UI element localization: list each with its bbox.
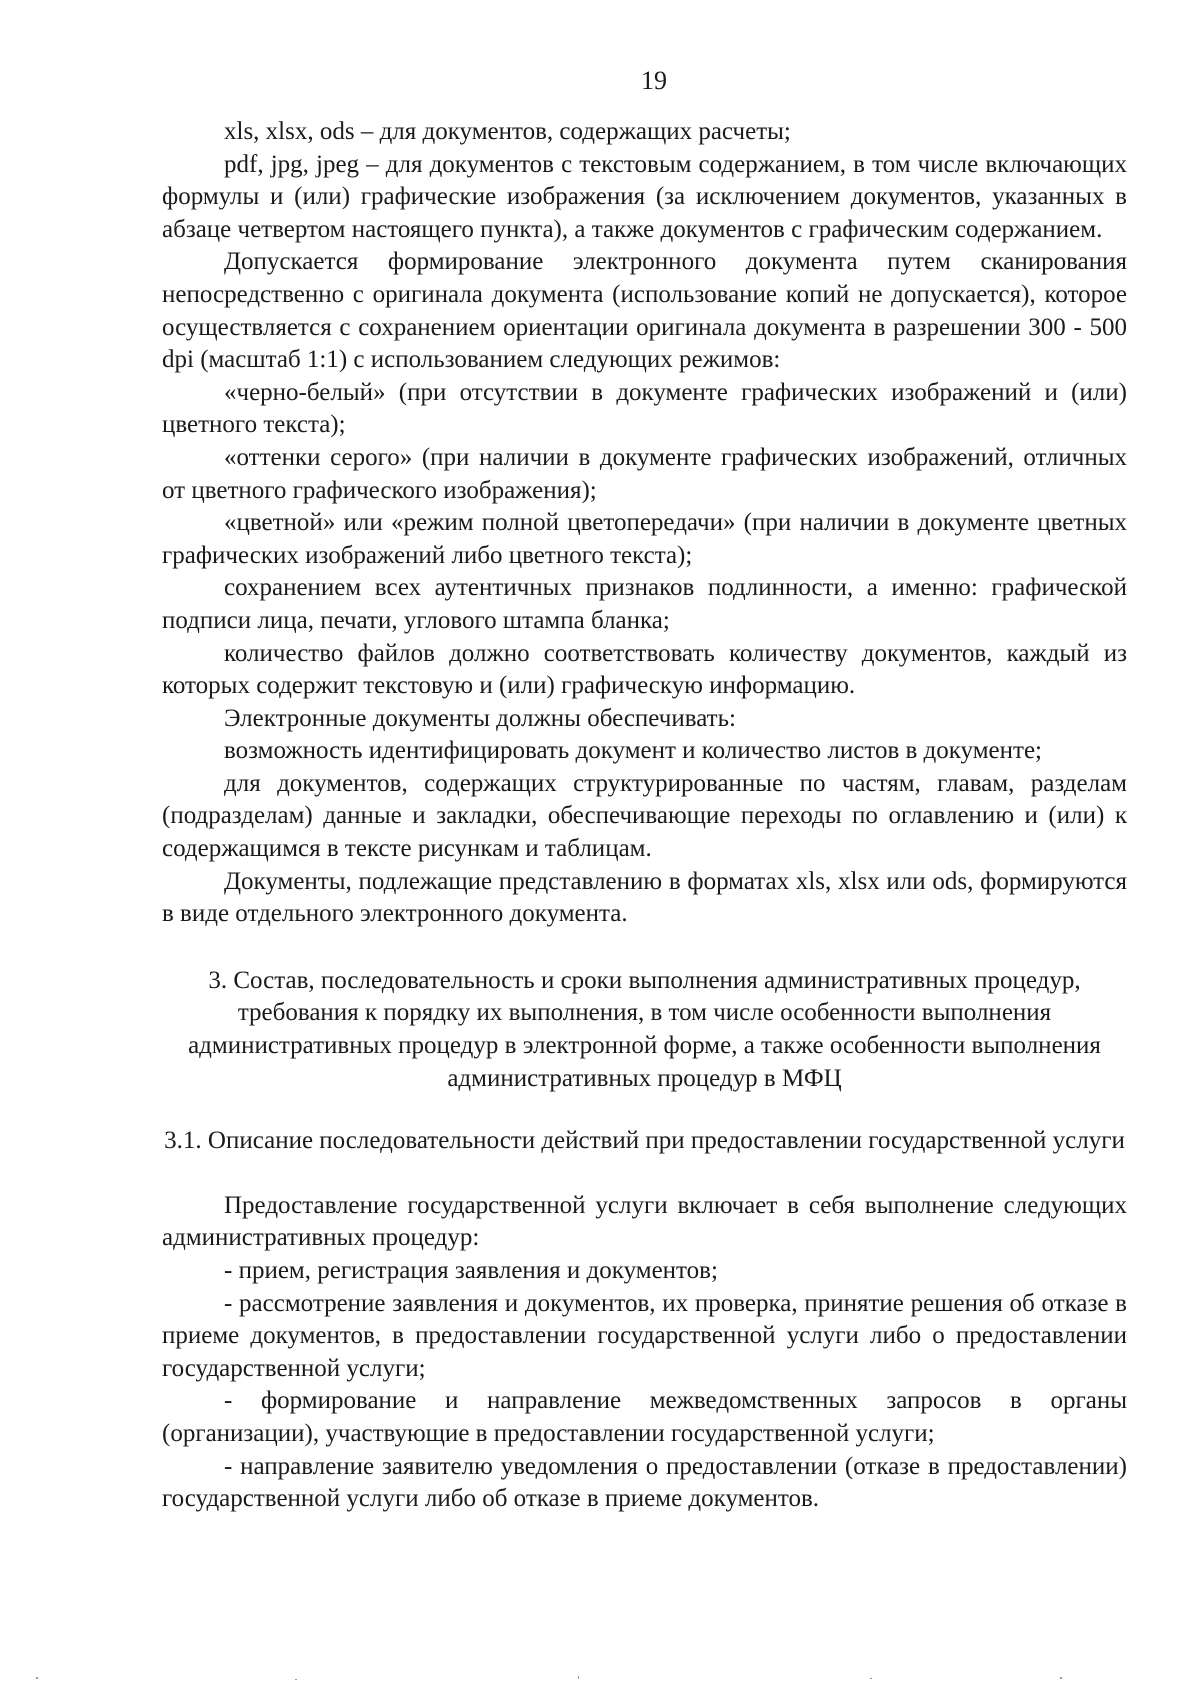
paragraph: Документы, подлежащие представлению в форматах xls, xlsx или ods, формируются в виде отдельного электронного документа. bbox=[162, 867, 1127, 928]
paragraph: количество файлов должно соответствовать количеству документов, каждый из которых содержит текстовую и (или) графическую информацию. bbox=[162, 639, 1127, 700]
scan-specks bbox=[0, 1665, 1200, 1685]
subsection-heading: 3.1. Описание последовательности действий при предоставлении государственной услуги bbox=[164, 1127, 1125, 1155]
list-item: - рассмотрение заявления и документов, их проверка, принятие решения об отказе в приеме документов, в предоставлении государственной услуги либо о предоставлении государственной услуги; bbox=[162, 1289, 1127, 1382]
paragraph: «цветной» или «режим полной цветопередачи» (при наличии в документе цветных графических изображений либо цветного текста); bbox=[162, 509, 1127, 569]
spacer bbox=[162, 1158, 1127, 1190]
document-body bbox=[162, 116, 1127, 1516]
paragraph: Предоставление государственной услуги включает в себя выполнение следующих административных процедур: bbox=[162, 1191, 1127, 1252]
paragraph: Допускается формирование электронного документа путем сканирования непосредственно с оригинала документа (использование копий не допускается), которое осуществляется с сохранением ориентации оригинала документа в разрешении 300 - 500 dpi (масштаб 1:1) с использованием следующих режимов: bbox=[162, 248, 1127, 374]
paragraph: возможность идентифицировать документ и количество листов в документе; bbox=[224, 737, 1042, 765]
paragraph: «черно-белый» (при отсутствии в документе графических изображений и (или) цветного текста); bbox=[162, 378, 1127, 439]
paragraph: Электронные документы должны обеспечивать: bbox=[224, 704, 736, 732]
list-item: - прием, регистрация заявления и документов; bbox=[224, 1257, 718, 1284]
paragraph: pdf, jpg, jpeg – для документов с текстовым содержанием, в том числе включающих формулы и (или) графические изображения (за исключением документов, указанных в абзаце четвертом настоящего пункта), а также документов с графическим содержанием. bbox=[162, 150, 1127, 243]
paragraph: xls, xlsx, ods – для документов, содержащих расчеты; bbox=[224, 118, 791, 145]
paragraph: для документов, содержащих структурированные по частям, главам, разделам (подразделам) данные и закладки, обеспечивающие переходы по оглавлению и (или) к содержащимся в тексте рисункам и таблицам. bbox=[162, 769, 1127, 863]
paragraph: сохранением всех аутентичных признаков подлинности, а именно: графической подписи лица, печати, углового штампа бланка; bbox=[162, 574, 1127, 634]
section-heading: 3. Состав, последовательность и сроки выполнения административных процедур, требования к порядку их выполнения, в том числе особенности выполнения административных процедур в электронной форме, а также особенности выполнения административных процедур в МФЦ bbox=[188, 966, 1101, 1092]
paragraph: «оттенки серого» (при наличии в документе графических изображений, отличных от цветного графического изображения); bbox=[162, 443, 1127, 504]
spacer bbox=[162, 931, 1127, 965]
list-item: - направление заявителю уведомления о предоставлении (отказе в предоставлении) государственной услуги либо об отказе в приеме документов. bbox=[162, 1452, 1127, 1513]
list-item: - формирование и направление межведомственных запросов в органы (организации), участвующие в предоставлении государственной услуги; bbox=[162, 1387, 1127, 1447]
page-number: 19 bbox=[641, 66, 667, 95]
spacer bbox=[162, 1095, 1127, 1125]
